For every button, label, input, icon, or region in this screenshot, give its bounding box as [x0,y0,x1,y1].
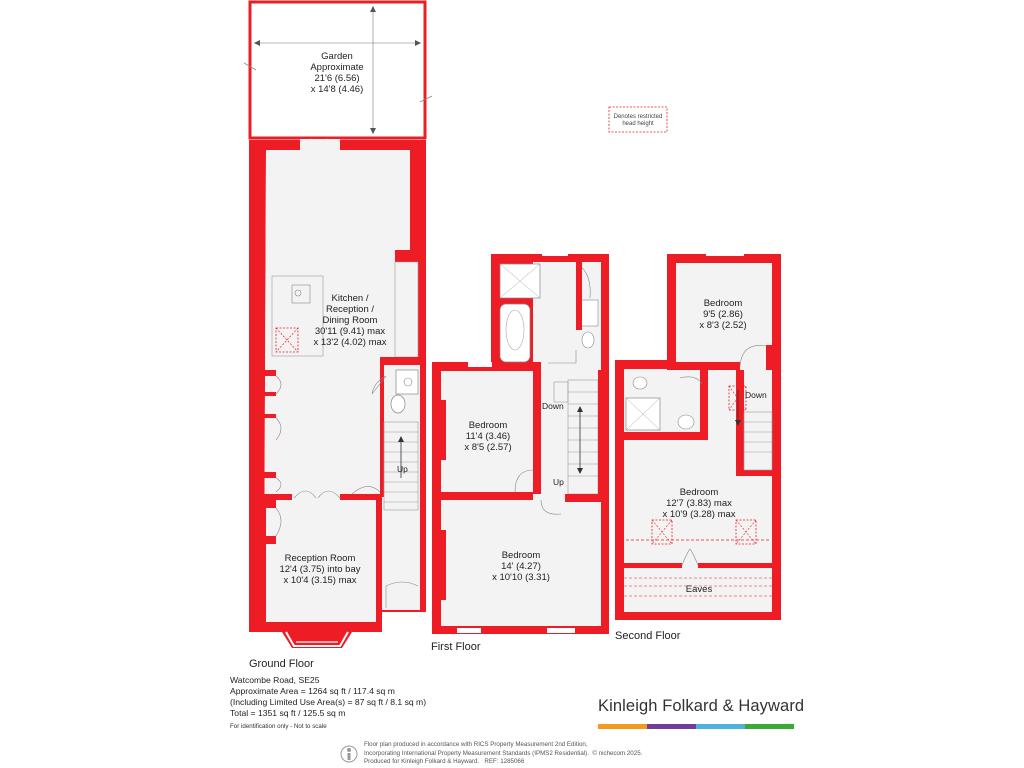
kitchen-dimension-2: x 13'2 (4.02) max [313,337,387,348]
legend-line-2: head height [622,121,654,127]
total-area: Total = 1351 sq ft / 125.5 sq m [230,708,346,718]
first-bedroom-large-dimension-2: x 10'10 (3.31) [492,572,550,583]
first-bedroom-small-label: Bedroom [468,420,508,431]
first-floor-title: First Floor [431,641,481,653]
stairs-up-ground: Up [397,464,408,474]
footer-line-1: Floor plan produced in accordance with RICS Property Measurement 2nd Edition, [364,741,588,748]
brand-bar-blue [696,724,745,729]
property-info [230,675,426,732]
first-bedroom-small-dimension-1: 11'4 (3.46) [465,431,511,442]
second-bedroom-small-label: Bedroom [703,298,743,309]
eaves-label: Eaves [685,584,713,595]
garden-dimension-1: 21'6 (6.56) [314,73,360,84]
kitchen-label-3: Dining Room [322,315,378,326]
second-bedroom-large-dimension-2: x 10'9 (3.28) max [662,509,736,520]
property-address: Watcombe Road, SE25 [230,675,320,685]
garden-label: Garden [321,51,353,62]
nichecom-icon [340,743,358,765]
footer-ref: REF: 1285066 [484,758,525,766]
second-floor-title: Second Floor [615,630,681,642]
limited-use-area: (Including Limited Use Area(s) = 87 sq ft / 8.1 sq m) [230,697,427,707]
kitchen-label-2: Reception / [325,304,375,315]
brand-name: Kinleigh Folkard & Hayward [598,697,805,715]
kitchen-label-1: Kitchen / [331,293,369,304]
footer-line-3: Produced for Kinleigh Folkard & Hayward. [364,758,480,766]
legend-line-1: Denotes restricted [613,114,663,120]
second-bedroom-small-dimension-1: 9'5 (2.86) [703,309,743,320]
brand-color-bar [598,724,794,729]
reception-dimension-2: x 10'4 (3.15) max [283,575,357,586]
brand-bar-green [745,724,794,729]
footer-line-2: Incorporating International Property Measurement Standards (IPMS2 Residential). [364,749,589,757]
reception-dimension-1: 12'4 (3.75) into bay [279,564,361,575]
reception-label: Reception Room [284,553,356,564]
garden-label-2: Approximate [310,62,364,73]
approximate-area: Approximate Area = 1264 sq ft / 117.4 sq m [230,686,395,696]
stairs-up-first: Up [553,477,564,487]
first-bedroom-large-dimension-1: 14' (4.27) [501,561,541,572]
ground-floor-title: Ground Floor [249,658,314,670]
first-bedroom-large-label: Bedroom [501,550,541,561]
stairs-down-first: Down [542,401,564,411]
second-bedroom-small-dimension-2: x 8'3 (2.52) [699,320,747,331]
first-bedroom-small-dimension-2: x 8'5 (2.57) [464,442,512,453]
brand-bar-orange [598,724,647,729]
garden-dimension-2: x 14'8 (4.46) [310,84,364,95]
footer-copyright: © nichecom 2025. [592,749,643,757]
second-bedroom-large-label: Bedroom [679,487,719,498]
disclaimer: For identification only - Not to scale [230,723,327,730]
second-floor-plan [615,252,781,620]
restricted-height-legend [609,107,667,132]
footer-credits [364,741,642,767]
second-bedroom-large-dimension-1: 12'7 (3.83) max [666,498,732,509]
brand-bar-purple [647,724,696,729]
stairs-down-second: Down [745,390,767,400]
kitchen-dimension-1: 30'11 (9.41) max [314,326,386,337]
